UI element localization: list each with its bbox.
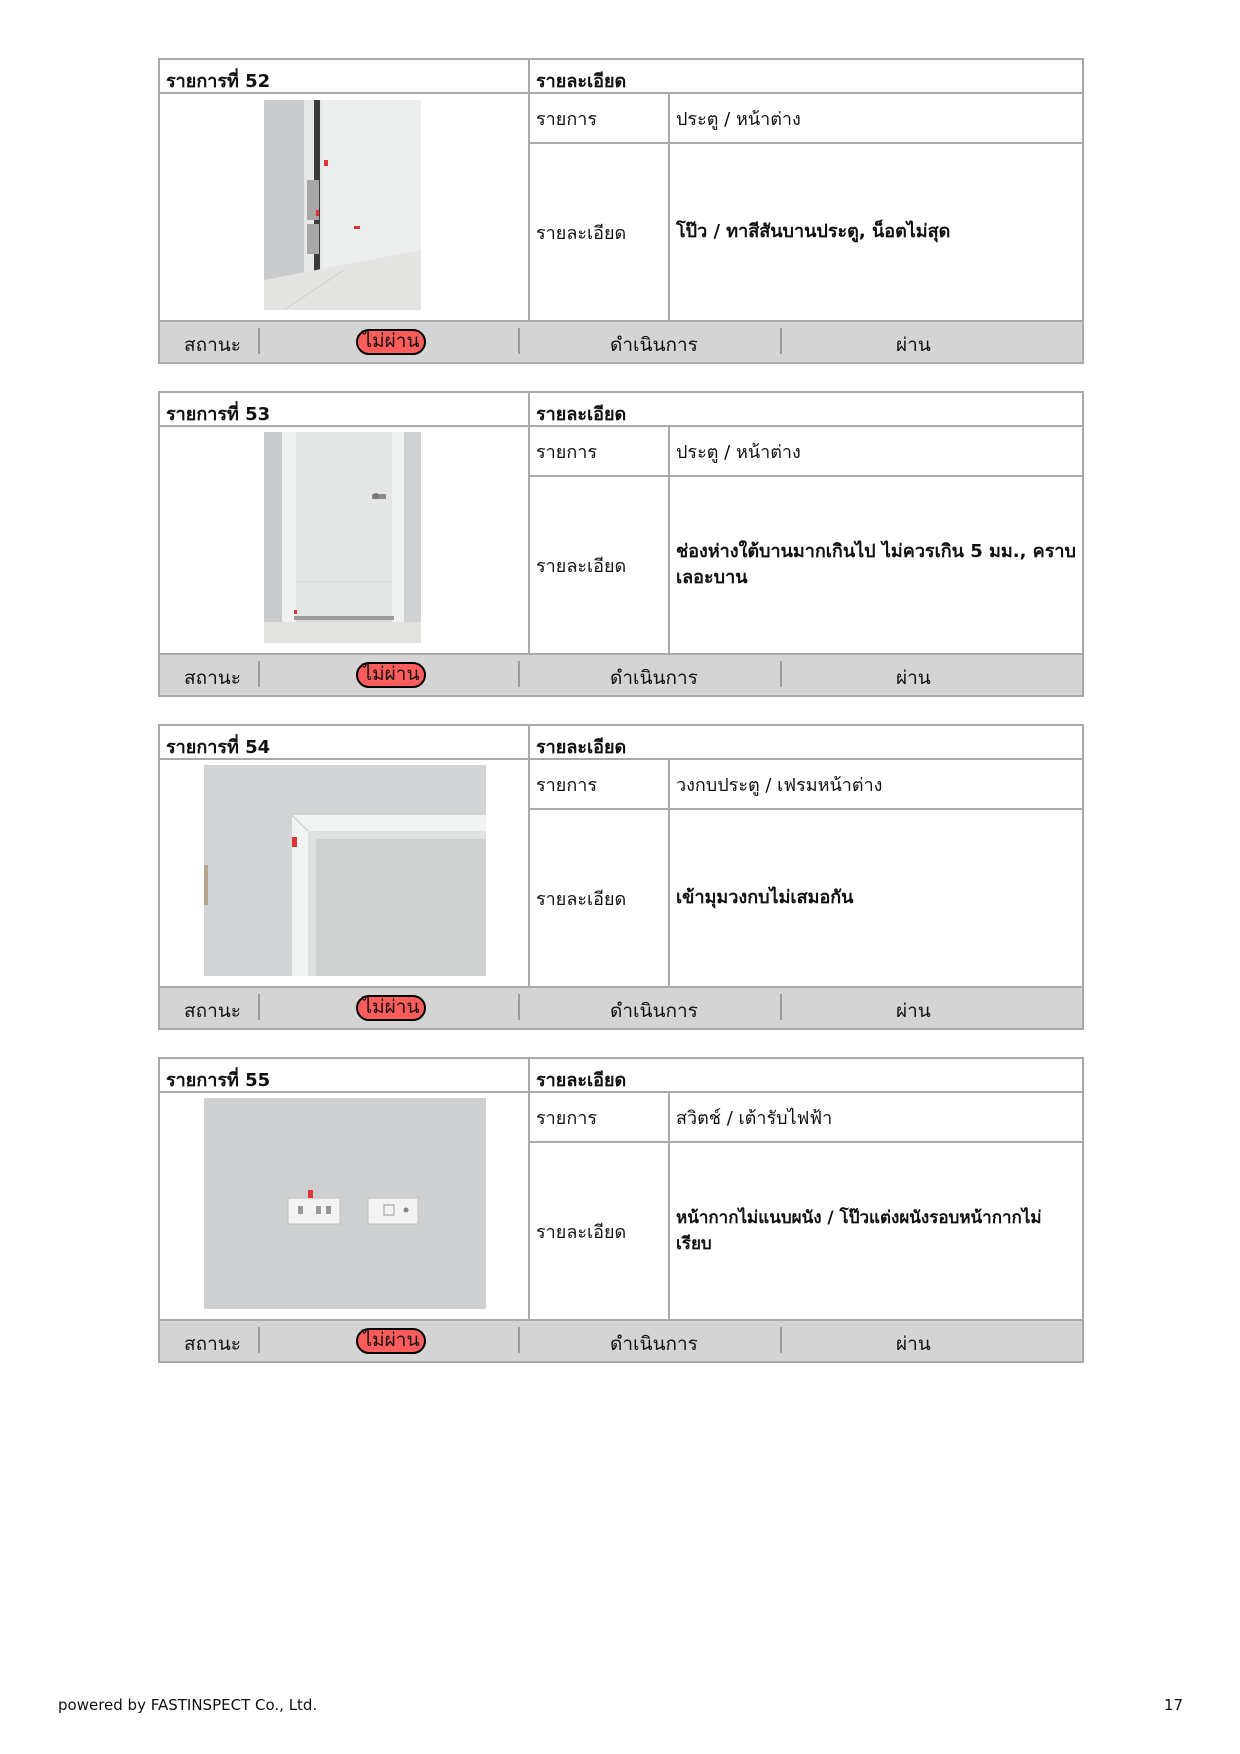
detail-rows <box>530 427 1082 653</box>
item-value: ประตู / หน้าต่าง <box>676 108 801 130</box>
status-label: สถานะ <box>184 667 241 689</box>
card-header <box>160 1059 1082 1093</box>
item-title: รายการที่ 54 <box>160 726 530 758</box>
status-in-progress[interactable]: ดำเนินการ <box>610 334 698 356</box>
status-label: สถานะ <box>184 1000 241 1022</box>
divider <box>258 328 260 354</box>
detail-value: เข้ามุมวงกบไม่เสมอกัน <box>676 887 854 908</box>
detail-value: หน้ากากไม่แนบผนัง / โป๊วแต่งผนังรอบหน้ากากไม่เรียบ <box>676 1208 1042 1254</box>
status-fail-badge[interactable]: ไม่ผ่าน <box>356 1328 426 1354</box>
item-row <box>530 94 1082 144</box>
detail-value: ช่องห่างใต้บานมากเกินไป ไม่ควรเกิน 5 มม., คราบเลอะบาน <box>676 541 1076 588</box>
card-body <box>160 94 1082 322</box>
photo-cell <box>160 427 530 653</box>
inspection-card-53 <box>158 391 1084 697</box>
status-bar <box>160 655 1082 695</box>
item-row <box>530 427 1082 477</box>
item-value: วงกบประตู / เฟรมหน้าต่าง <box>676 774 883 796</box>
inspection-card-54 <box>158 724 1084 1030</box>
divider <box>780 994 782 1020</box>
card-header <box>160 726 1082 760</box>
detail-rows <box>530 1093 1082 1319</box>
detail-header: รายละเอียด <box>536 404 627 425</box>
status-fail-badge[interactable]: ไม่ผ่าน <box>356 995 426 1021</box>
item-label: รายการ <box>530 94 670 142</box>
door-hinge-photo[interactable] <box>264 100 421 310</box>
status-bar <box>160 322 1082 362</box>
status-fail-badge[interactable]: ไม่ผ่าน <box>356 662 426 688</box>
detail-header: รายละเอียด <box>536 71 627 92</box>
divider <box>780 1327 782 1353</box>
divider <box>518 328 520 354</box>
page-number: 17 <box>1164 1696 1184 1714</box>
detail-row <box>530 810 1082 986</box>
photo-cell <box>160 1093 530 1319</box>
item-title: รายการที่ 53 <box>160 393 530 425</box>
card-body <box>160 1093 1082 1321</box>
item-title: รายการที่ 52 <box>160 60 530 92</box>
detail-row <box>530 1143 1082 1319</box>
divider <box>518 1327 520 1353</box>
divider <box>258 661 260 687</box>
status-pass[interactable]: ผ่าน <box>896 1333 931 1355</box>
detail-header: รายละเอียด <box>536 737 627 758</box>
divider <box>258 1327 260 1353</box>
divider <box>780 328 782 354</box>
footer-powered-by: powered by FASTINSPECT Co., Ltd. <box>58 1696 318 1714</box>
detail-header: รายละเอียด <box>536 1070 627 1091</box>
detail-label: รายละเอียด <box>530 144 670 320</box>
divider <box>518 661 520 687</box>
divider <box>258 994 260 1020</box>
item-value: ประตู / หน้าต่าง <box>676 441 801 463</box>
status-label: สถานะ <box>184 1333 241 1355</box>
card-body <box>160 760 1082 988</box>
item-label: รายการ <box>530 760 670 808</box>
status-bar <box>160 988 1082 1028</box>
photo-cell <box>160 94 530 320</box>
detail-rows <box>530 94 1082 320</box>
inspection-card-55 <box>158 1057 1084 1363</box>
status-fail-badge[interactable]: ไม่ผ่าน <box>356 329 426 355</box>
wall-outlet-photo[interactable] <box>204 1098 486 1309</box>
status-bar <box>160 1321 1082 1361</box>
item-value: สวิตช์ / เต้ารับไฟฟ้า <box>676 1107 833 1129</box>
status-in-progress[interactable]: ดำเนินการ <box>610 1000 698 1022</box>
item-label: รายการ <box>530 1093 670 1141</box>
detail-row <box>530 144 1082 320</box>
item-row <box>530 1093 1082 1143</box>
item-row <box>530 760 1082 810</box>
detail-value: โป๊ว / ทาสีสันบานประตู, น็อตไม่สุด <box>676 221 951 242</box>
status-in-progress[interactable]: ดำเนินการ <box>610 1333 698 1355</box>
status-in-progress[interactable]: ดำเนินการ <box>610 667 698 689</box>
item-label: รายการ <box>530 427 670 475</box>
card-header <box>160 60 1082 94</box>
photo-cell <box>160 760 530 986</box>
detail-label: รายละเอียด <box>530 477 670 653</box>
door-frame-corner-photo[interactable] <box>204 765 486 976</box>
status-pass[interactable]: ผ่าน <box>896 667 931 689</box>
detail-rows <box>530 760 1082 986</box>
item-title: รายการที่ 55 <box>160 1059 530 1091</box>
detail-row <box>530 477 1082 653</box>
status-pass[interactable]: ผ่าน <box>896 334 931 356</box>
divider <box>780 661 782 687</box>
detail-label: รายละเอียด <box>530 810 670 986</box>
card-body <box>160 427 1082 655</box>
card-header <box>160 393 1082 427</box>
divider <box>518 994 520 1020</box>
status-label: สถานะ <box>184 334 241 356</box>
door-gap-photo[interactable] <box>264 432 421 643</box>
detail-label: รายละเอียด <box>530 1143 670 1319</box>
status-pass[interactable]: ผ่าน <box>896 1000 931 1022</box>
inspection-card-52 <box>158 58 1084 364</box>
